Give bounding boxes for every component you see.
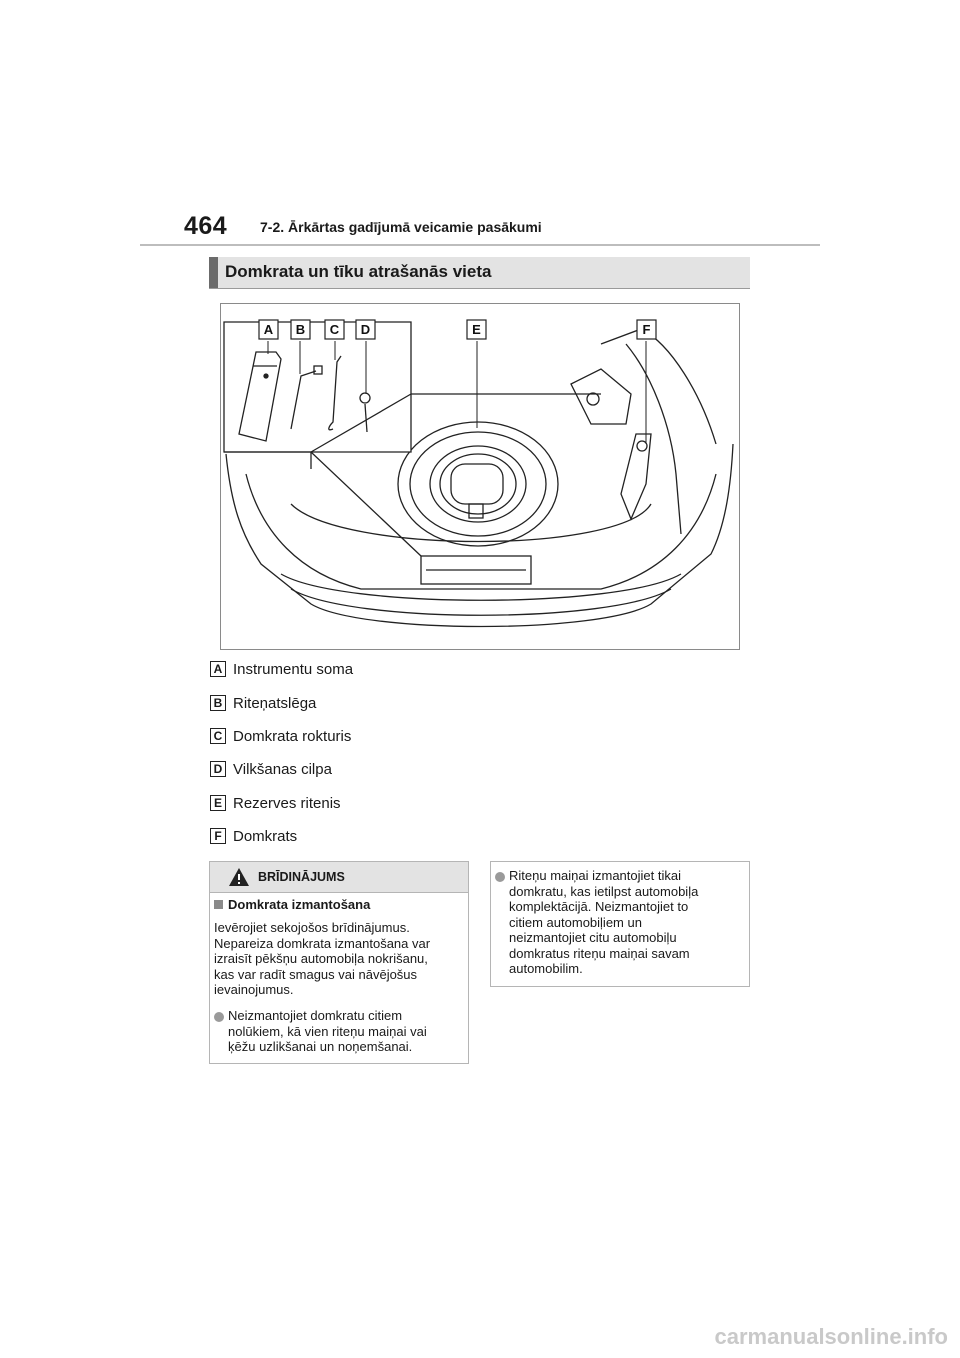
legend-text: Vilkšanas cilpa <box>233 761 332 778</box>
callout-d: D <box>360 322 371 337</box>
warning-header <box>210 862 468 893</box>
callout-e: E <box>472 322 481 337</box>
continued-line: citiem automobiļiem un <box>509 914 642 930</box>
section-accent <box>209 257 218 288</box>
header-divider <box>140 244 820 246</box>
callout-a: A <box>263 322 274 337</box>
section-heading <box>209 257 750 289</box>
warning-bullet-line: nolūkiem, kā vien riteņu maiņai vai <box>228 1023 427 1039</box>
warning-bullet-line: ķēžu uzlikšanai un noņemšanai. <box>228 1039 413 1054</box>
callout-f: F <box>642 322 651 337</box>
legend-text: Riteņatslēga <box>233 695 317 712</box>
callout-b: B <box>295 322 306 337</box>
warning-line: ievainojumus. <box>214 982 294 997</box>
continued-warning-box <box>490 861 750 987</box>
bullet-icon <box>214 1012 224 1022</box>
legend-text: Rezerves ritenis <box>233 795 341 812</box>
warning-line: izraisīt pēkšņu automobiļa nokrišanu, <box>214 951 428 966</box>
callout-c: C <box>329 322 340 337</box>
continued-line: neizmantojiet citu automobiļu <box>509 930 677 945</box>
watermark: carmanualsonline.info <box>714 1324 948 1349</box>
warning-line: Ievērojiet sekojošos brīdinājumus. <box>214 920 410 935</box>
legend-key: A <box>210 661 226 677</box>
legend-key: B <box>210 695 226 711</box>
square-bullet-icon <box>214 900 223 909</box>
continued-line: domkratu, kas ietilpst automobiļa <box>509 883 699 899</box>
warning-bullet <box>228 1008 427 1055</box>
bullet-icon <box>495 872 505 882</box>
legend-key: E <box>210 795 226 811</box>
warning-title: BRĪDINĀJUMS <box>258 870 345 884</box>
chapter-title: 7-2. Ārkārtas gadījumā veicamie pasākumi <box>260 219 542 235</box>
section-title: Domkrata un tīku atrašanās vieta <box>225 262 492 281</box>
legend-text: Instrumentu soma <box>233 661 354 678</box>
warning-line: Nepareiza domkrata izmantošana var <box>214 935 431 951</box>
warning-subhead-text: Domkrata izmantošana <box>228 897 371 912</box>
trunk-illustration <box>220 303 740 650</box>
continued-line: komplektācijā. Neizmantojiet to <box>509 899 689 914</box>
legend-text: Domkrata rokturis <box>233 728 352 745</box>
legend-key: D <box>210 761 226 777</box>
legend-text: Domkrats <box>233 828 298 845</box>
warning-box <box>209 861 469 1064</box>
warning-paragraph <box>214 920 430 998</box>
trunk-drawing <box>221 304 739 649</box>
legend-key: F <box>210 828 226 844</box>
warning-bullet-line: Neizmantojiet domkratu citiem <box>228 1008 403 1023</box>
warning-triangle-icon <box>228 867 250 887</box>
continued-line: automobilim. <box>509 961 583 976</box>
warning-subhead <box>214 897 370 912</box>
continued-line: domkratus riteņu maiņai savam <box>509 945 690 961</box>
continued-bullet <box>509 868 698 977</box>
warning-line: kas var radīt smagus vai nāvējošus <box>214 966 418 982</box>
legend-key: C <box>210 728 226 744</box>
continued-line: Riteņu maiņai izmantojiet tikai <box>509 868 681 883</box>
page-number: 464 <box>184 212 228 240</box>
